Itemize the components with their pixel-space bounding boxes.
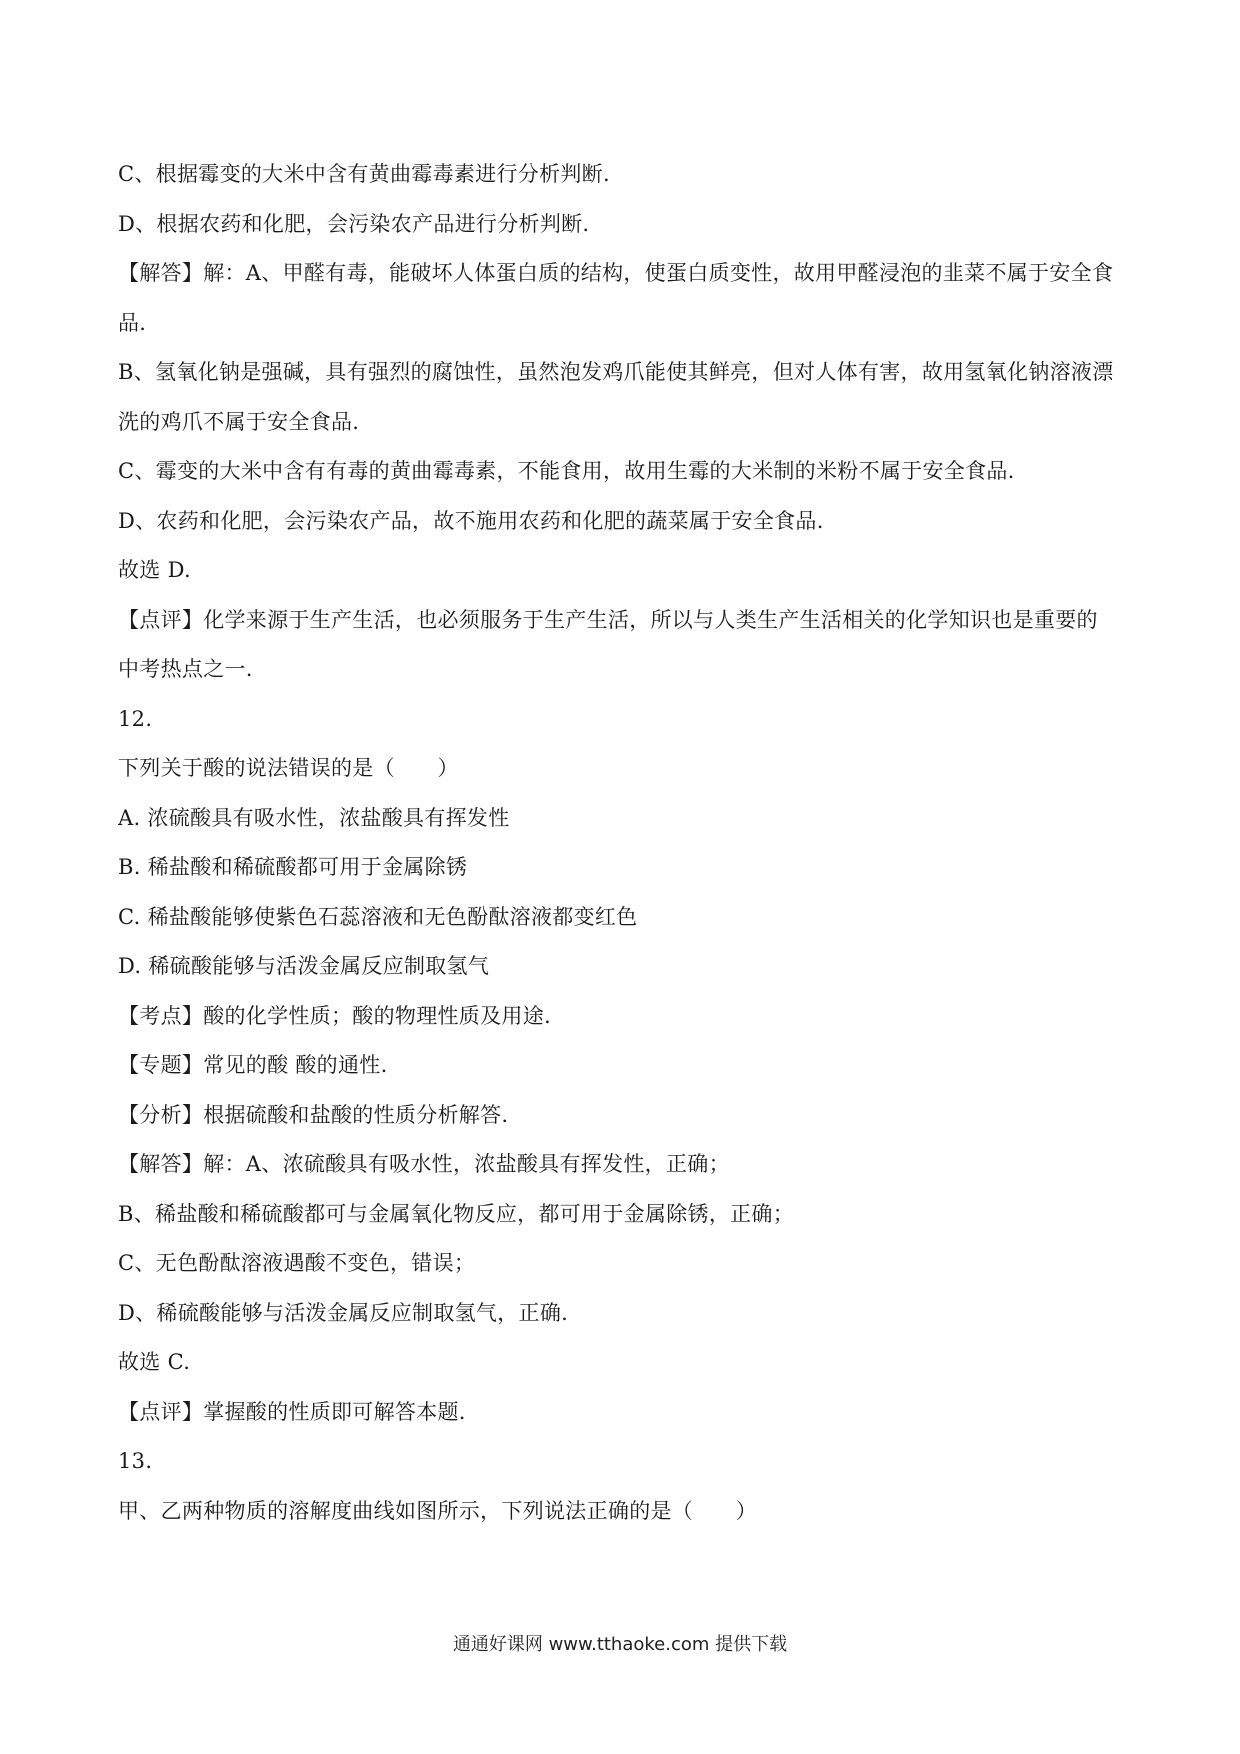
page-footer: 通通好课网 www.tthaoke.com 提供下载 bbox=[452, 1634, 788, 1655]
text-line: 【分析】根据硫酸和盐酸的性质分析解答. bbox=[118, 1102, 509, 1127]
text-line: 故选 D. bbox=[118, 558, 191, 582]
option-c: C. 稀盐酸能够使紫色石蕊溶液和无色酚酞溶液都变红色 bbox=[118, 904, 638, 929]
text-line: 中考热点之一. bbox=[118, 657, 253, 681]
text-line: 【解答】解：A、甲醛有毒，能破坏人体蛋白质的结构，使蛋白质变性，故用甲醛浸泡的韭菜不属于安全食 bbox=[118, 261, 1114, 285]
option-d: D. 稀硫酸能够与活泼金属反应制取氢气 bbox=[118, 954, 490, 978]
text-line: 【解答】解：A、浓硫酸具有吸水性，浓盐酸具有挥发性，正确； bbox=[118, 1152, 730, 1176]
text-line: 【考点】酸的化学性质；酸的物理性质及用途. bbox=[118, 1003, 551, 1028]
text-line: 品. bbox=[118, 310, 147, 335]
question-stem: 下列关于酸的说法错误的是（ ） bbox=[118, 756, 459, 780]
text-line: 【点评】化学来源于生产生活，也必须服务于生产生活，所以与人类生产生活相关的化学知识也是重要的 bbox=[118, 607, 1098, 632]
option-b: B. 稀盐酸和稀硫酸都可用于金属除锈 bbox=[118, 855, 468, 879]
text-line: B、稀盐酸和稀硫酸都可与金属氧化物反应，都可用于金属除锈，正确； bbox=[118, 1201, 795, 1226]
question-number: 13. bbox=[118, 1449, 153, 1473]
text-line: C、霉变的大米中含有有毒的黄曲霉毒素，不能食用，故用生霉的大米制的米粉不属于安全食品. bbox=[118, 459, 1015, 483]
text-line: D、稀硫酸能够与活泼金属反应制取氢气，正确. bbox=[118, 1300, 569, 1325]
page-content bbox=[118, 150, 1128, 1536]
text-line: D、根据农药和化肥，会污染农产品进行分析判断. bbox=[118, 211, 590, 236]
text-line: D、农药和化肥，会污染农产品，故不施用农药和化肥的蔬菜属于安全食品. bbox=[118, 508, 824, 533]
question-number: 12. bbox=[118, 706, 153, 731]
option-a: A. 浓硫酸具有吸水性，浓盐酸具有挥发性 bbox=[118, 805, 510, 830]
text-line: 【点评】掌握酸的性质即可解答本题. bbox=[118, 1399, 466, 1424]
text-line: 故选 C. bbox=[118, 1350, 191, 1374]
text-line: C、无色酚酞溶液遇酸不变色，错误； bbox=[118, 1251, 476, 1275]
text-line: B、氢氧化钠是强碱，具有强烈的腐蚀性，虽然泡发鸡爪能使其鲜亮，但对人体有害，故用氢氧化钠溶液漂 bbox=[118, 360, 1114, 384]
text-line: C、根据霉变的大米中含有黄曲霉毒素进行分析判断. bbox=[118, 162, 610, 186]
question-stem: 甲、乙两种物质的溶解度曲线如图所示，下列说法正确的是（ ） bbox=[118, 1498, 757, 1523]
text-line: 洗的鸡爪不属于安全食品. bbox=[118, 409, 360, 434]
text-line: 【专题】常见的酸 酸的通性. bbox=[118, 1053, 388, 1077]
